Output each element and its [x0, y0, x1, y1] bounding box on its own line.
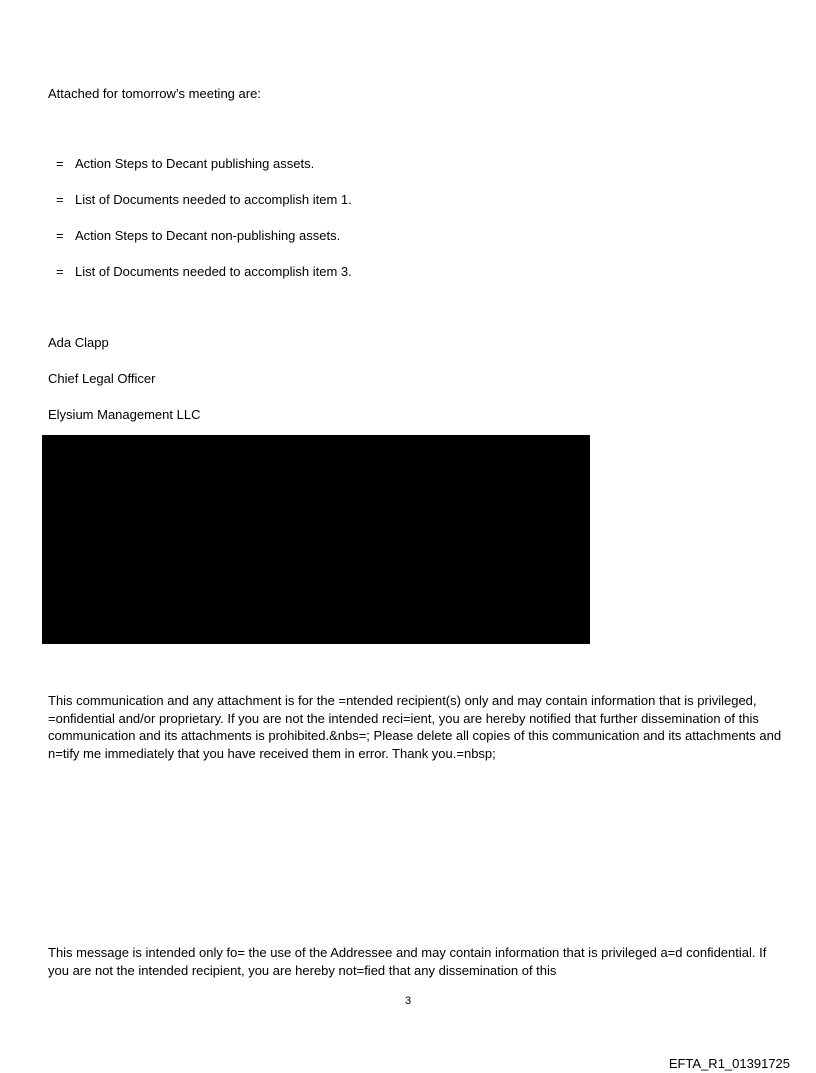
list-item	[56, 155, 352, 173]
attachment-list	[56, 155, 352, 299]
signature-company: Elysium Management LLC	[48, 407, 201, 422]
list-item	[56, 263, 352, 281]
list-item	[56, 227, 352, 245]
list-item	[56, 191, 352, 209]
intro-text: Attached for tomorrow’s meeting are:	[48, 86, 261, 101]
page-number: 3	[404, 995, 412, 1007]
signature-name: Ada Clapp	[48, 335, 109, 350]
attachment-item-1: Action Steps to Decant publishing assets.	[75, 156, 315, 171]
bullet-marker: =	[56, 228, 64, 243]
redaction-block	[42, 435, 590, 644]
attachment-item-2: List of Documents needed to accomplish item 1.	[75, 192, 352, 207]
attachment-item-3: Action Steps to Decant non-publishing assets.	[75, 228, 341, 243]
attachment-item-4: List of Documents needed to accomplish item 3.	[75, 264, 352, 279]
addressee-disclaimer: This message is intended only fo= the use of the Addressee and may contain information that is privileged a=d confidential. If you are not the intended recipient, you are hereby not=fied that any dissemination of this	[48, 945, 767, 978]
confidentiality-disclaimer: This communication and any attachment is for the =ntended recipient(s) only and may contain information that is privileged, =onfidential and/or proprietary. If you are not the intended reci=ient, you are hereby notified that further dissemination of this communication and its attachments is prohibited.&nbs=; Please delete all copies of this communication and its attachments and n=tify me immediately that you have received them in error. Thank you.=nbsp;	[48, 693, 782, 761]
bullet-marker: =	[56, 264, 64, 279]
bullet-marker: =	[56, 156, 64, 171]
bullet-marker: =	[56, 192, 64, 207]
document-id: EFTA_R1_01391725	[668, 1056, 790, 1071]
signature-title: Chief Legal Officer	[48, 371, 156, 386]
